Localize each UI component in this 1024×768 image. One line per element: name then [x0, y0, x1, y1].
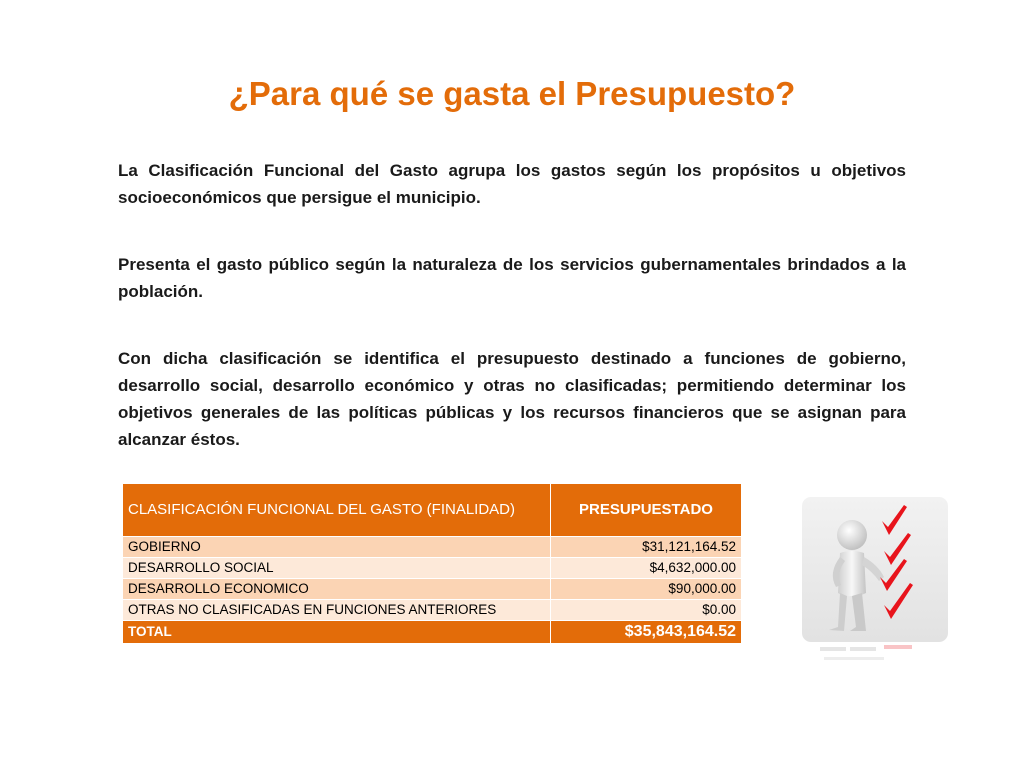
page-title: ¿Para qué se gasta el Presupuesto? [228, 75, 796, 112]
table-total-row [123, 621, 742, 644]
row-label: GOBIERNO [123, 537, 551, 558]
total-label: TOTAL [123, 621, 551, 644]
table-row [123, 579, 742, 600]
row-label: DESARROLLO ECONOMICO [123, 579, 551, 600]
checklist-figure-icon [800, 495, 950, 685]
total-amount: $35,843,164.52 [551, 621, 742, 644]
header-budgeted: PRESUPUESTADO [551, 484, 742, 537]
row-amount: $0.00 [551, 600, 742, 621]
table-row [123, 600, 742, 621]
row-label: OTRAS NO CLASIFICADAS EN FUNCIONES ANTERIORES [123, 600, 551, 621]
header-classification: CLASIFICACIÓN FUNCIONAL DEL GASTO (FINALIDAD) [123, 484, 551, 537]
paragraph-purpose: Con dicha clasificación se identifica el presupuesto destinado a funciones de gobierno, desarrollo social, desarrollo económico y otras no clasificadas; permitiendo determinar los objetivos generales de las políticas públicas y los recursos financieros que se asignan para alcanzar éstos. [118, 349, 906, 449]
table-row [123, 537, 742, 558]
checklist-illustration [800, 495, 950, 685]
table-row [123, 558, 742, 579]
paragraph-presentation: Presenta el gasto público según la naturaleza de los servicios gubernamentales brindados a la población. [118, 255, 906, 301]
row-label: DESARROLLO SOCIAL [123, 558, 551, 579]
table-header-row [123, 484, 742, 537]
row-amount: $4,632,000.00 [551, 558, 742, 579]
row-amount: $90,000.00 [551, 579, 742, 600]
budget-table [122, 483, 742, 644]
paragraph-definition: La Clasificación Funcional del Gasto agrupa los gastos según los propósitos u objetivos socioeconómicos que persigue el municipio. [118, 161, 906, 207]
row-amount: $31,121,164.52 [551, 537, 742, 558]
